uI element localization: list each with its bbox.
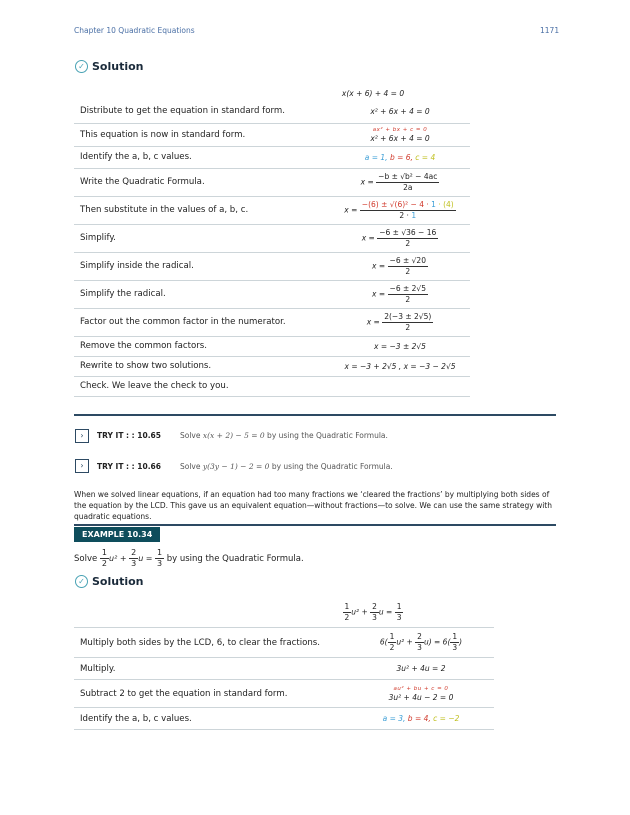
- table-row: [74, 100, 470, 123]
- table-row: [74, 356, 470, 376]
- standard-form-labels: au² + bu + c = 0: [393, 685, 449, 692]
- step-desc: Simplify.: [74, 224, 330, 252]
- numerator: 1: [101, 548, 108, 557]
- numerator: 1: [157, 548, 163, 557]
- step-desc: Subtract 2 to get the equation in standard form.: [74, 680, 348, 708]
- denominator: 2: [405, 294, 411, 304]
- step-math: [330, 224, 470, 252]
- num-part: −(6) ± √(6)² − 4 ·: [361, 199, 432, 209]
- num-c: · (4): [435, 199, 454, 209]
- numerator: −6 ± √36 − 16: [379, 227, 437, 237]
- table-row: [74, 658, 494, 680]
- numerator: 1: [389, 632, 395, 641]
- step-math: [330, 280, 470, 308]
- step-desc: Multiply both sides by the LCD, 6, to clear the fractions.: [74, 628, 348, 658]
- term: u² +: [351, 607, 371, 617]
- lhs: x =: [361, 233, 375, 242]
- term: ): [459, 637, 463, 647]
- table-row: [74, 146, 470, 168]
- b-value: b = 4,: [407, 714, 431, 723]
- lhs: x =: [372, 261, 386, 270]
- step-desc: Simplify the radical.: [74, 280, 330, 308]
- solution-steps-table: [74, 100, 470, 397]
- denominator: [360, 211, 456, 221]
- page-number: 1171: [540, 26, 560, 35]
- start-equation: x(x + 6) + 4 = 0: [341, 89, 405, 98]
- fraction: [388, 284, 428, 305]
- step-desc: Then substitute in the values of a, b, c.: [74, 196, 330, 224]
- fraction: [155, 548, 164, 569]
- lhs: x =: [360, 177, 374, 186]
- chevron-right-icon[interactable]: ›: [75, 429, 89, 443]
- try-text: by using the Quadratic Formula.: [264, 431, 388, 440]
- numerator: 2: [417, 632, 422, 641]
- denominator: 3: [417, 643, 422, 652]
- chevron-right-icon[interactable]: ›: [75, 459, 89, 473]
- term: u² +: [396, 637, 416, 647]
- denominator: 3: [131, 559, 137, 568]
- fraction: [377, 228, 438, 249]
- lhs: x =: [366, 317, 380, 326]
- a-value: a = 3,: [382, 714, 406, 723]
- example-rule: [74, 524, 556, 526]
- numerator: 1: [396, 602, 402, 611]
- numerator: 1: [452, 632, 458, 641]
- table-row: [74, 308, 470, 336]
- step-math: x² + 6x + 4 = 0: [370, 106, 430, 116]
- fraction: [388, 256, 428, 277]
- try-it-number: TRY IT : : 10.65: [97, 431, 161, 440]
- table-row: [74, 252, 470, 280]
- lhs: x =: [372, 289, 386, 298]
- b-value: b = 6,: [389, 152, 413, 162]
- prompt-text: Solve: [74, 554, 98, 564]
- step-desc: Identify the a, b, c values.: [74, 708, 348, 730]
- step-math: [348, 680, 494, 708]
- fraction: [343, 602, 352, 623]
- denominator: 2: [405, 266, 411, 276]
- step-math: [330, 146, 470, 168]
- try-it-label: [97, 462, 161, 471]
- fraction: [100, 548, 109, 569]
- fraction: [376, 172, 439, 193]
- equation: x² + 6x + 4 = 0: [370, 133, 430, 143]
- numerator: 2(−3 ± 2√5): [384, 311, 432, 321]
- term: 6(: [379, 637, 388, 647]
- table-row: [74, 376, 470, 396]
- prompt-text: by using the Quadratic Formula.: [166, 554, 304, 564]
- lhs: x =: [344, 205, 358, 214]
- step-math: [330, 308, 470, 336]
- denominator: 2: [405, 238, 411, 248]
- numerator: [360, 200, 456, 211]
- step-math: [348, 708, 494, 730]
- c-value: c = 4: [415, 152, 436, 162]
- fraction: [360, 200, 456, 221]
- step-desc: Multiply.: [74, 658, 348, 680]
- denominator: 2: [405, 322, 411, 332]
- numerator: 2: [372, 602, 377, 611]
- solution-heading: Solution: [92, 60, 144, 73]
- denominator: 2: [101, 559, 108, 568]
- step-desc: Distribute to get the equation in standard form.: [80, 106, 285, 117]
- step-math: [330, 252, 470, 280]
- numerator: −6 ± √20: [389, 255, 426, 265]
- denominator: 2: [344, 613, 350, 622]
- step-math: x = −3 ± 2√5: [330, 336, 470, 356]
- c-value: c = −2: [433, 714, 460, 723]
- denominator: 3: [452, 643, 458, 652]
- example-prompt: [74, 548, 304, 569]
- denominator: 3: [157, 559, 163, 568]
- example-equation: [100, 548, 167, 568]
- table-row: [74, 708, 494, 730]
- step-math: [348, 628, 494, 658]
- try-it-number: TRY IT : : 10.66: [97, 462, 161, 471]
- step-desc: Rewrite to show two solutions.: [74, 356, 330, 376]
- a-value: a = 1,: [364, 152, 388, 162]
- step-desc: Check. We leave the check to you.: [74, 376, 330, 396]
- step-math: [330, 168, 470, 196]
- den-part: 2 ·: [399, 210, 412, 220]
- table-row: [74, 628, 494, 658]
- num-a: 1: [431, 199, 436, 209]
- table-row: [74, 336, 470, 356]
- paragraph: When we solved linear equations, if an equation had too many fractions we ‘cleared the fractions’ by multiplying both sides of the equation by the LCD. This gave us an equivalent equation—without fractions—to solve. We can use the same strategy with quadratic equations.: [74, 490, 552, 521]
- section-rule: [74, 414, 556, 416]
- table-row: [74, 168, 470, 196]
- numerator: −b ± √b² − 4ac: [378, 171, 438, 181]
- fraction: [129, 548, 138, 569]
- step-math: 3u² + 4u = 2: [348, 658, 494, 680]
- fraction: [395, 602, 404, 623]
- check-circle-icon: ✓: [75, 60, 88, 73]
- check-circle-icon: ✓: [75, 575, 88, 588]
- denominator: 3: [372, 613, 377, 622]
- fraction: [370, 602, 379, 623]
- table-row: [74, 196, 470, 224]
- standard-form-labels: ax² + bx + c = 0: [372, 126, 428, 133]
- denominator: 2: [389, 643, 395, 652]
- step-desc: Write the Quadratic Formula.: [74, 168, 330, 196]
- equation: 3u² + 4u − 2 = 0: [388, 692, 454, 702]
- try-it-label: [97, 431, 161, 440]
- fraction: [382, 312, 433, 333]
- try-it-text: [180, 431, 388, 440]
- try-text: by using the Quadratic Formula.: [269, 462, 393, 471]
- try-it-text: [180, 462, 393, 471]
- term: u² +: [109, 554, 130, 563]
- try-text: Solve: [180, 431, 203, 440]
- step-desc: Simplify inside the radical.: [74, 252, 330, 280]
- denominator: 2a: [403, 182, 413, 192]
- fraction: [415, 632, 424, 653]
- solution-steps-table-2: [74, 627, 494, 730]
- step-math: [330, 376, 470, 396]
- step-desc: Identify the a, b, c values.: [74, 146, 330, 168]
- table-row: [74, 680, 494, 708]
- table-row: [74, 224, 470, 252]
- chapter-title: Chapter 10 Quadratic Equations: [74, 26, 195, 35]
- den-a: 1: [411, 210, 417, 220]
- solution-heading: Solution: [92, 575, 144, 588]
- table-row: [74, 280, 470, 308]
- step-desc: Factor out the common factor in the numerator.: [74, 308, 330, 336]
- term: u) = 6(: [423, 637, 451, 647]
- term: u =: [378, 607, 395, 617]
- step-desc: This equation is now in standard form.: [74, 123, 330, 146]
- numerator: −6 ± 2√5: [389, 283, 426, 293]
- step-math: [330, 196, 470, 224]
- denominator: 3: [396, 613, 402, 622]
- start-equation: [315, 602, 431, 623]
- numerator: 1: [344, 602, 350, 611]
- step-math: x = −3 + 2√5 , x = −3 − 2√5: [330, 356, 470, 376]
- example-label: EXAMPLE 10.34: [74, 527, 160, 542]
- numerator: 2: [131, 548, 137, 557]
- try-text: Solve: [180, 462, 203, 471]
- term: u =: [138, 554, 156, 563]
- step-desc: Remove the common factors.: [74, 336, 330, 356]
- try-equation: y(3y − 1) − 2 = 0: [202, 462, 270, 471]
- try-equation: x(x + 2) − 5 = 0: [202, 431, 265, 440]
- fraction: [450, 632, 459, 653]
- step-math: [330, 123, 470, 146]
- table-row: [74, 123, 470, 146]
